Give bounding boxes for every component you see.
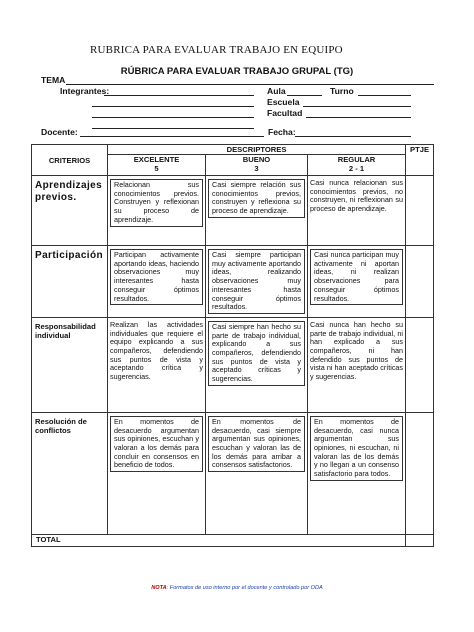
integrantes-line-4[interactable] — [92, 128, 254, 129]
escuela-line[interactable] — [303, 106, 411, 107]
integrantes-label: Integrantes: — [60, 86, 110, 96]
total-score-cell[interactable] — [406, 534, 434, 546]
criterion-cell: Responsabilidad individual — [32, 317, 108, 412]
score-cell[interactable] — [406, 246, 434, 318]
total-label: TOTAL — [32, 534, 406, 546]
note-text: : Formatos de uso interno por el docente y controlado por ODA — [166, 585, 323, 591]
table-row — [32, 317, 434, 412]
descriptor-cell: En momentos de desacuerdo, casi siempre argumentan sus opiniones, escuchan y valoran las de los demás para arribar a consensos satisfactorios. — [208, 416, 305, 472]
descriptor-cell: En momentos de desacuerdo argumentan sus opiniones, escuchan y valoran a los demás para concluir en consensos en beneficio de todos. — [110, 416, 203, 472]
ptje-header: PTJE — [406, 145, 434, 176]
score-cell[interactable] — [406, 176, 434, 246]
criterion-cell: Resolución de conflictos — [32, 412, 108, 534]
turno-line[interactable] — [358, 95, 411, 96]
table-row — [32, 412, 434, 534]
document-title: RUBRICA PARA EVALUAR TRABAJO EN EQUIPO — [90, 44, 343, 56]
tema-line[interactable] — [66, 84, 434, 85]
descriptores-header: DESCRIPTORES — [108, 145, 406, 155]
integrantes-line-3[interactable] — [92, 117, 254, 118]
rubric-table — [31, 144, 434, 547]
level-name: BUENO — [242, 155, 271, 164]
aula-line[interactable] — [287, 95, 322, 96]
descriptor-cell: Casi siempre participan muy activamente aportando ideas, realizando observaciones muy interesantes hasta conseguir óptimos resultados. — [208, 249, 305, 314]
level-bueno — [206, 155, 308, 176]
descriptor-cell: En momentos de desacuerdo, casi nunca argumentan sus opiniones, ni escuchan, ni valoran las de los demás y no llegan a un consenso satisfactorio para todos. — [310, 416, 403, 481]
turno-label: Turno — [330, 86, 354, 96]
descriptor-cell: Casi nunca participan muy activamente ni aportan ideas, ni realizan observaciones para conseguir óptimos resultados. — [310, 249, 403, 305]
footer-note — [0, 585, 474, 591]
descriptor-cell: Casi nunca han hecho su parte de trabajo individual, ni han explicado a sus compañeros, ni han defendido sus puntos de vista ni han aceptado críticas y sugerencias. — [310, 319, 404, 382]
descriptor-cell: Casi nunca relacionan sus conocimientos previos, no construyen, ni reflexionan su proceso de aprendizaje. — [310, 178, 404, 214]
criterios-header: CRITERIOS — [32, 145, 108, 176]
rubric-title: RÚBRICA PARA EVALUAR TRABAJO GRUPAL (TG) — [120, 66, 354, 77]
docente-label: Docente: — [41, 127, 78, 137]
table-row — [32, 176, 434, 246]
descriptor-cell: Realizan las actividades individuales que requiere el equipo explicando a sus compañeros, defendiendo sus puntos de vista y aceptando crítica y sugerencias. — [110, 319, 203, 382]
integrantes-line-1[interactable] — [104, 95, 254, 96]
criterion-cell: Participación — [32, 246, 108, 318]
aula-label: Aula — [267, 86, 286, 96]
level-score: 3 — [254, 164, 259, 173]
level-name: EXCELENTE — [133, 155, 180, 164]
note-label: NOTA — [151, 585, 167, 591]
level-regular — [308, 155, 406, 176]
total-row — [32, 534, 434, 546]
score-cell[interactable] — [406, 412, 434, 534]
integrantes-line-2[interactable] — [92, 106, 254, 107]
facultad-line[interactable] — [306, 117, 411, 118]
level-score: 5 — [154, 164, 159, 173]
docente-line[interactable] — [80, 136, 264, 137]
criterion-cell: Aprendizajes previos. — [32, 176, 108, 246]
escuela-label: Escuela — [267, 97, 300, 107]
level-excelente — [108, 155, 206, 176]
descriptor-cell: Casi siempre han hecho su parte de trabajo individual, explicando a sus compañeros, defendiendo sus puntos de vista y aceptado críticas y sugerencias. — [208, 321, 305, 386]
score-cell[interactable] — [406, 317, 434, 412]
level-name: REGULAR — [337, 155, 376, 164]
fecha-line[interactable] — [295, 136, 411, 137]
level-score: 2 - 1 — [348, 164, 365, 173]
descriptor-cell: Casi siempre relación sus conocimientos previos, construyen y reflexiona su proceso de aprendizaje. — [208, 179, 305, 218]
table-row — [32, 246, 434, 318]
tema-label: TEMA — [41, 75, 66, 85]
descriptor-cell: Participan activamente aportando ideas, haciendo observaciones muy interesantes hasta conseguir óptimos resultados. — [110, 249, 203, 305]
facultad-label: Facultad — [267, 108, 303, 118]
descriptor-cell: Relacionan sus conocimientos previos. Construyen y reflexionan su proceso de aprendizaje. — [110, 179, 203, 227]
fecha-label: Fecha: — [268, 127, 296, 137]
